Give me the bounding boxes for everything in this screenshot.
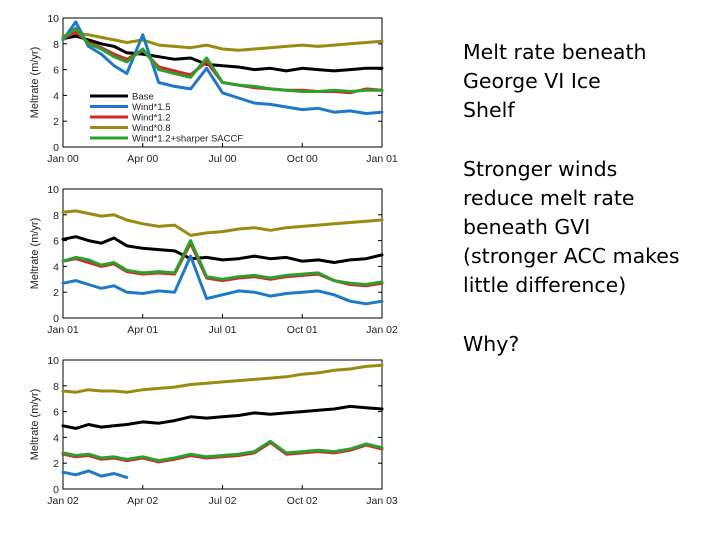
y-tick-label: 4 (53, 432, 59, 445)
y-tick-label: 0 (53, 142, 59, 154)
y-tick-label: 10 (47, 184, 59, 196)
x-tick-label: Oct 00 (286, 153, 318, 165)
y-axis-label: Meltrate (m/yr) (29, 217, 41, 290)
y-tick-label: 2 (53, 116, 59, 129)
x-tick-label: Oct 01 (286, 324, 318, 336)
x-tick-label: Jan 01 (366, 153, 398, 165)
x-tick-label: Jul 02 (208, 495, 237, 507)
paragraph-2-line-5: little difference) (463, 273, 627, 297)
chart-panel-1 (29, 13, 398, 165)
series-line-4 (63, 365, 382, 392)
x-tick-label: Jan 02 (47, 495, 79, 507)
paragraph-3-line-1: Why? (463, 332, 520, 356)
paragraph-2 (463, 155, 715, 300)
legend-label: Wind*1.5 (132, 102, 171, 113)
x-tick-label: Jan 03 (366, 495, 398, 507)
x-tick-label: Apr 00 (127, 153, 159, 165)
x-tick-label: Jul 00 (208, 153, 237, 165)
x-tick-label: Apr 01 (127, 324, 159, 336)
legend-label: Wind*1.2+sharper SACCF (132, 133, 244, 145)
y-axis-label: Meltrate (m/yr) (29, 46, 41, 119)
x-tick-label: Jul 01 (208, 324, 237, 336)
paragraph-2-line-1: Stronger winds (463, 157, 618, 181)
paragraph-2-line-3: beneath GVI (463, 215, 591, 239)
y-tick-label: 6 (53, 64, 59, 77)
legend-label: Base (132, 91, 154, 103)
x-tick-label: Jan 00 (47, 153, 79, 165)
y-tick-label: 4 (53, 90, 59, 103)
y-tick-label: 4 (53, 261, 59, 274)
y-tick-label: 0 (53, 484, 59, 496)
legend-label: Wind*0.8 (132, 123, 171, 134)
y-tick-label: 10 (47, 13, 59, 25)
plot-frame (63, 360, 382, 489)
y-tick-label: 8 (53, 38, 59, 51)
paragraph-1 (463, 38, 715, 125)
paragraph-1-line-1: Melt rate beneath (463, 40, 647, 64)
y-tick-label: 6 (53, 235, 59, 248)
series-line-2 (63, 471, 127, 478)
legend (90, 92, 243, 145)
side-text (463, 38, 715, 359)
x-tick-label: Oct 02 (286, 495, 318, 507)
paragraph-2-line-4: (stronger ACC makes (463, 244, 680, 268)
y-tick-label: 6 (53, 406, 59, 419)
paragraph-3 (463, 330, 715, 359)
y-tick-label: 8 (53, 380, 59, 393)
series-line-1 (63, 406, 382, 428)
y-tick-label: 0 (53, 313, 59, 325)
chart-panel-3 (29, 355, 398, 507)
x-tick-label: Jan 02 (366, 324, 398, 336)
plot-frame (63, 189, 382, 318)
x-tick-label: Jan 01 (47, 324, 79, 336)
paragraph-2-line-2: reduce melt rate (463, 186, 635, 210)
y-axis-label: Meltrate (m/yr) (29, 388, 41, 461)
series-line-2 (63, 22, 382, 114)
series-line-1 (63, 237, 382, 263)
y-tick-label: 8 (53, 209, 59, 222)
series-line-4 (63, 211, 382, 236)
y-tick-label: 2 (53, 287, 59, 300)
legend-label: Wind*1.2 (132, 112, 171, 124)
x-tick-label: Apr 02 (127, 495, 159, 507)
y-tick-label: 2 (53, 458, 59, 471)
series-line-4 (63, 34, 382, 51)
chart-panel-2 (29, 184, 398, 336)
y-tick-label: 10 (47, 355, 59, 367)
paragraph-1-line-2: George VI Ice (463, 69, 601, 93)
paragraph-1-line-3: Shelf (463, 98, 515, 122)
